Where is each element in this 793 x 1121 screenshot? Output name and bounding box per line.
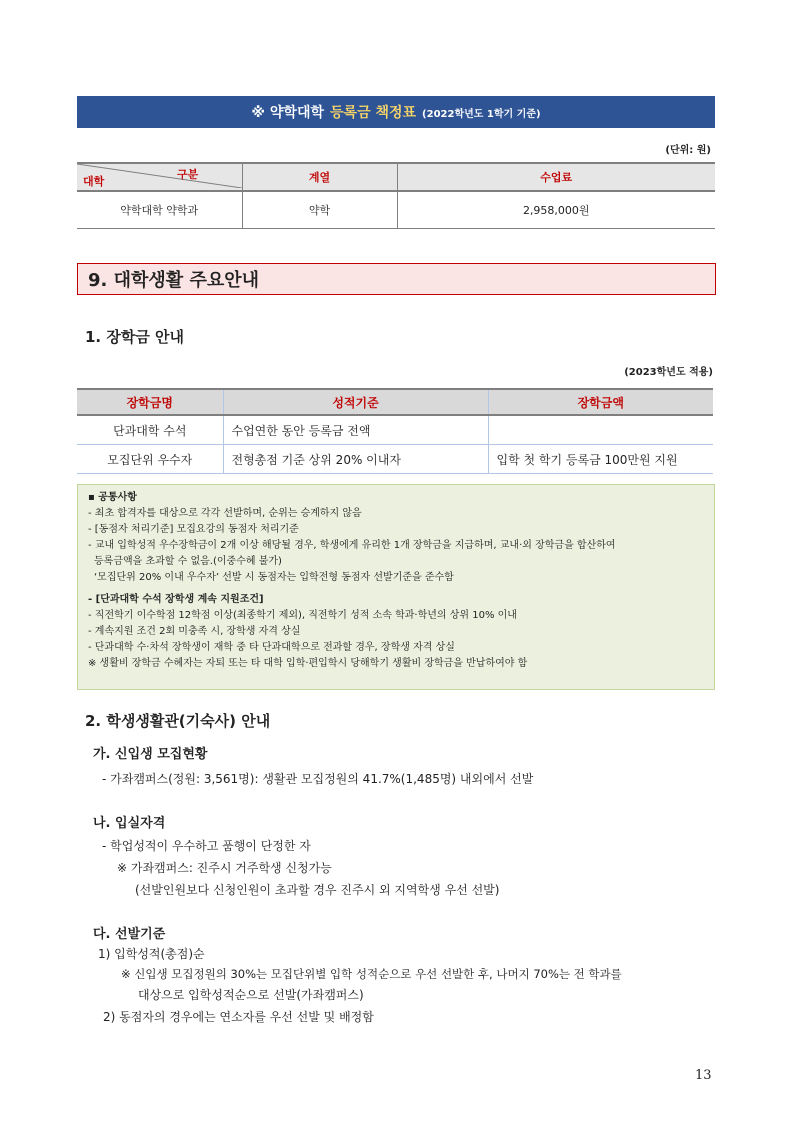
header-criteria: 성적기준: [223, 389, 488, 415]
banner-highlight: 등록금 책정표: [330, 105, 417, 121]
dorm-b-line: - 학업성적이 우수하고 품행이 단정한 자: [102, 839, 311, 853]
tuition-banner: [77, 96, 715, 128]
dorm-c-line: 2) 동점자의 경우에는 연소자를 우선 선발 및 배정함: [103, 1010, 374, 1024]
note-line: - [동점자 처리기준] 모집요강의 동점자 처리기준: [88, 524, 299, 535]
note-line: ※ 생활비 장학금 수혜자는 자퇴 또는 타 대학 입학·편입학시 당해학기 생활비 장학금을 반납하여야 함: [88, 658, 528, 669]
header-name: 장학금명: [77, 389, 223, 415]
fee-header: 수업료: [397, 163, 715, 191]
college-cell: 약학대학 약학과: [77, 191, 242, 229]
name-cell: 단과대학 수석: [77, 415, 223, 445]
dorm-c-line: ※ 신입생 모집정원의 30%는 모집단위별 입학 성적순으로 우선 선발한 후, 나머지 70%는 전 학과를: [121, 967, 622, 981]
note-line: - 교내 입학성적 우수장학금이 2개 이상 해당될 경우, 학생에게 유리한 1개 장학금을 지급하며, 교내·외 장학금을 합산하여: [88, 540, 616, 551]
dorm-b-line: ※ 가좌캠퍼스: 진주시 거주학생 신청가능: [117, 861, 332, 875]
table-row: [77, 415, 713, 445]
note-line: - 단과대학 수·차석 장학생이 재학 중 타 단과대학으로 전과할 경우, 장학생 자격 상실: [88, 642, 455, 653]
field-header: 계열: [242, 163, 397, 191]
note-line: - [단과대학 수석 장학생 계속 지원조건]: [88, 594, 264, 605]
corner-bottom-label: 대학: [83, 175, 105, 188]
corner-top-label: 구분: [177, 168, 199, 181]
dorm-b-line: (선발인원보다 신청인원이 초과할 경우 진주시 외 지역학생 우선 선발): [135, 883, 500, 897]
note-line: - 직전학기 이수학점 12학점 이상(최종학기 제외), 직전학기 성적 소속 학과·학년의 상위 10% 이내: [88, 610, 517, 621]
common-heading: ▪ 공통사항: [88, 492, 137, 503]
dorm-c-line: 1) 입학성적(총점)순: [98, 947, 205, 961]
dorm-a-title: 가. 신입생 모집현황: [93, 747, 208, 762]
name-cell: 모집단위 우수자: [77, 445, 223, 474]
scholarship-table: [77, 388, 713, 474]
note-line: - 계속지원 조건 2회 미충족 시, 장학생 자격 상실: [88, 626, 301, 637]
banner-small: (2022학년도 1학기 기준): [422, 108, 541, 120]
table-row: [77, 445, 713, 474]
fee-cell: 2,958,000원: [397, 191, 715, 229]
amount-cell: 입학 첫 학기 등록금 100만원 지원: [488, 445, 713, 474]
criteria-cell: 수업연한 동안 등록금 전액: [223, 415, 488, 445]
dorm-title: 2. 학생생활관(기숙사) 안내: [85, 712, 271, 730]
table-row: [77, 191, 715, 229]
unit-note: (단위: 원): [665, 145, 711, 156]
banner-prefix: ※ 약학대학: [251, 105, 325, 121]
dorm-c-title: 다. 선발기준: [93, 927, 166, 942]
section-9-header: 9. 대학생활 주요안내: [77, 263, 716, 295]
note-line: - 최초 합격자를 대상으로 각각 선발하며, 순위는 승계하지 않음: [88, 508, 362, 519]
scholarship-title: 1. 장학금 안내: [85, 328, 185, 346]
note-line: ‘모집단위 20% 이내 우수자’ 선발 시 동점자는 입학전형 동점자 선발기준을 준수함: [94, 572, 454, 583]
dorm-c-line: 대상으로 입학성적순으로 선발(가좌캠퍼스): [138, 988, 364, 1002]
field-cell: 약학: [242, 191, 397, 229]
page-number: 13: [695, 1068, 712, 1083]
scholarship-note: (2023학년도 적용): [624, 367, 713, 378]
dorm-b-title: 나. 입실자격: [93, 816, 166, 831]
note-line: 등록금액을 초과할 수 없음.(이중수혜 불가): [94, 556, 282, 567]
common-notes-box: [77, 484, 715, 690]
corner-header: [77, 163, 242, 191]
criteria-cell: 전형총점 기준 상위 20% 이내자: [223, 445, 488, 474]
amount-cell: [488, 415, 713, 445]
header-amount: 장학금액: [488, 389, 713, 415]
dorm-a-line: - 가좌캠퍼스(정원: 3,561명): 생활관 모집정원의 41.7%(1,485명) 내외에서 선발: [102, 772, 534, 786]
tuition-table: [77, 162, 715, 229]
